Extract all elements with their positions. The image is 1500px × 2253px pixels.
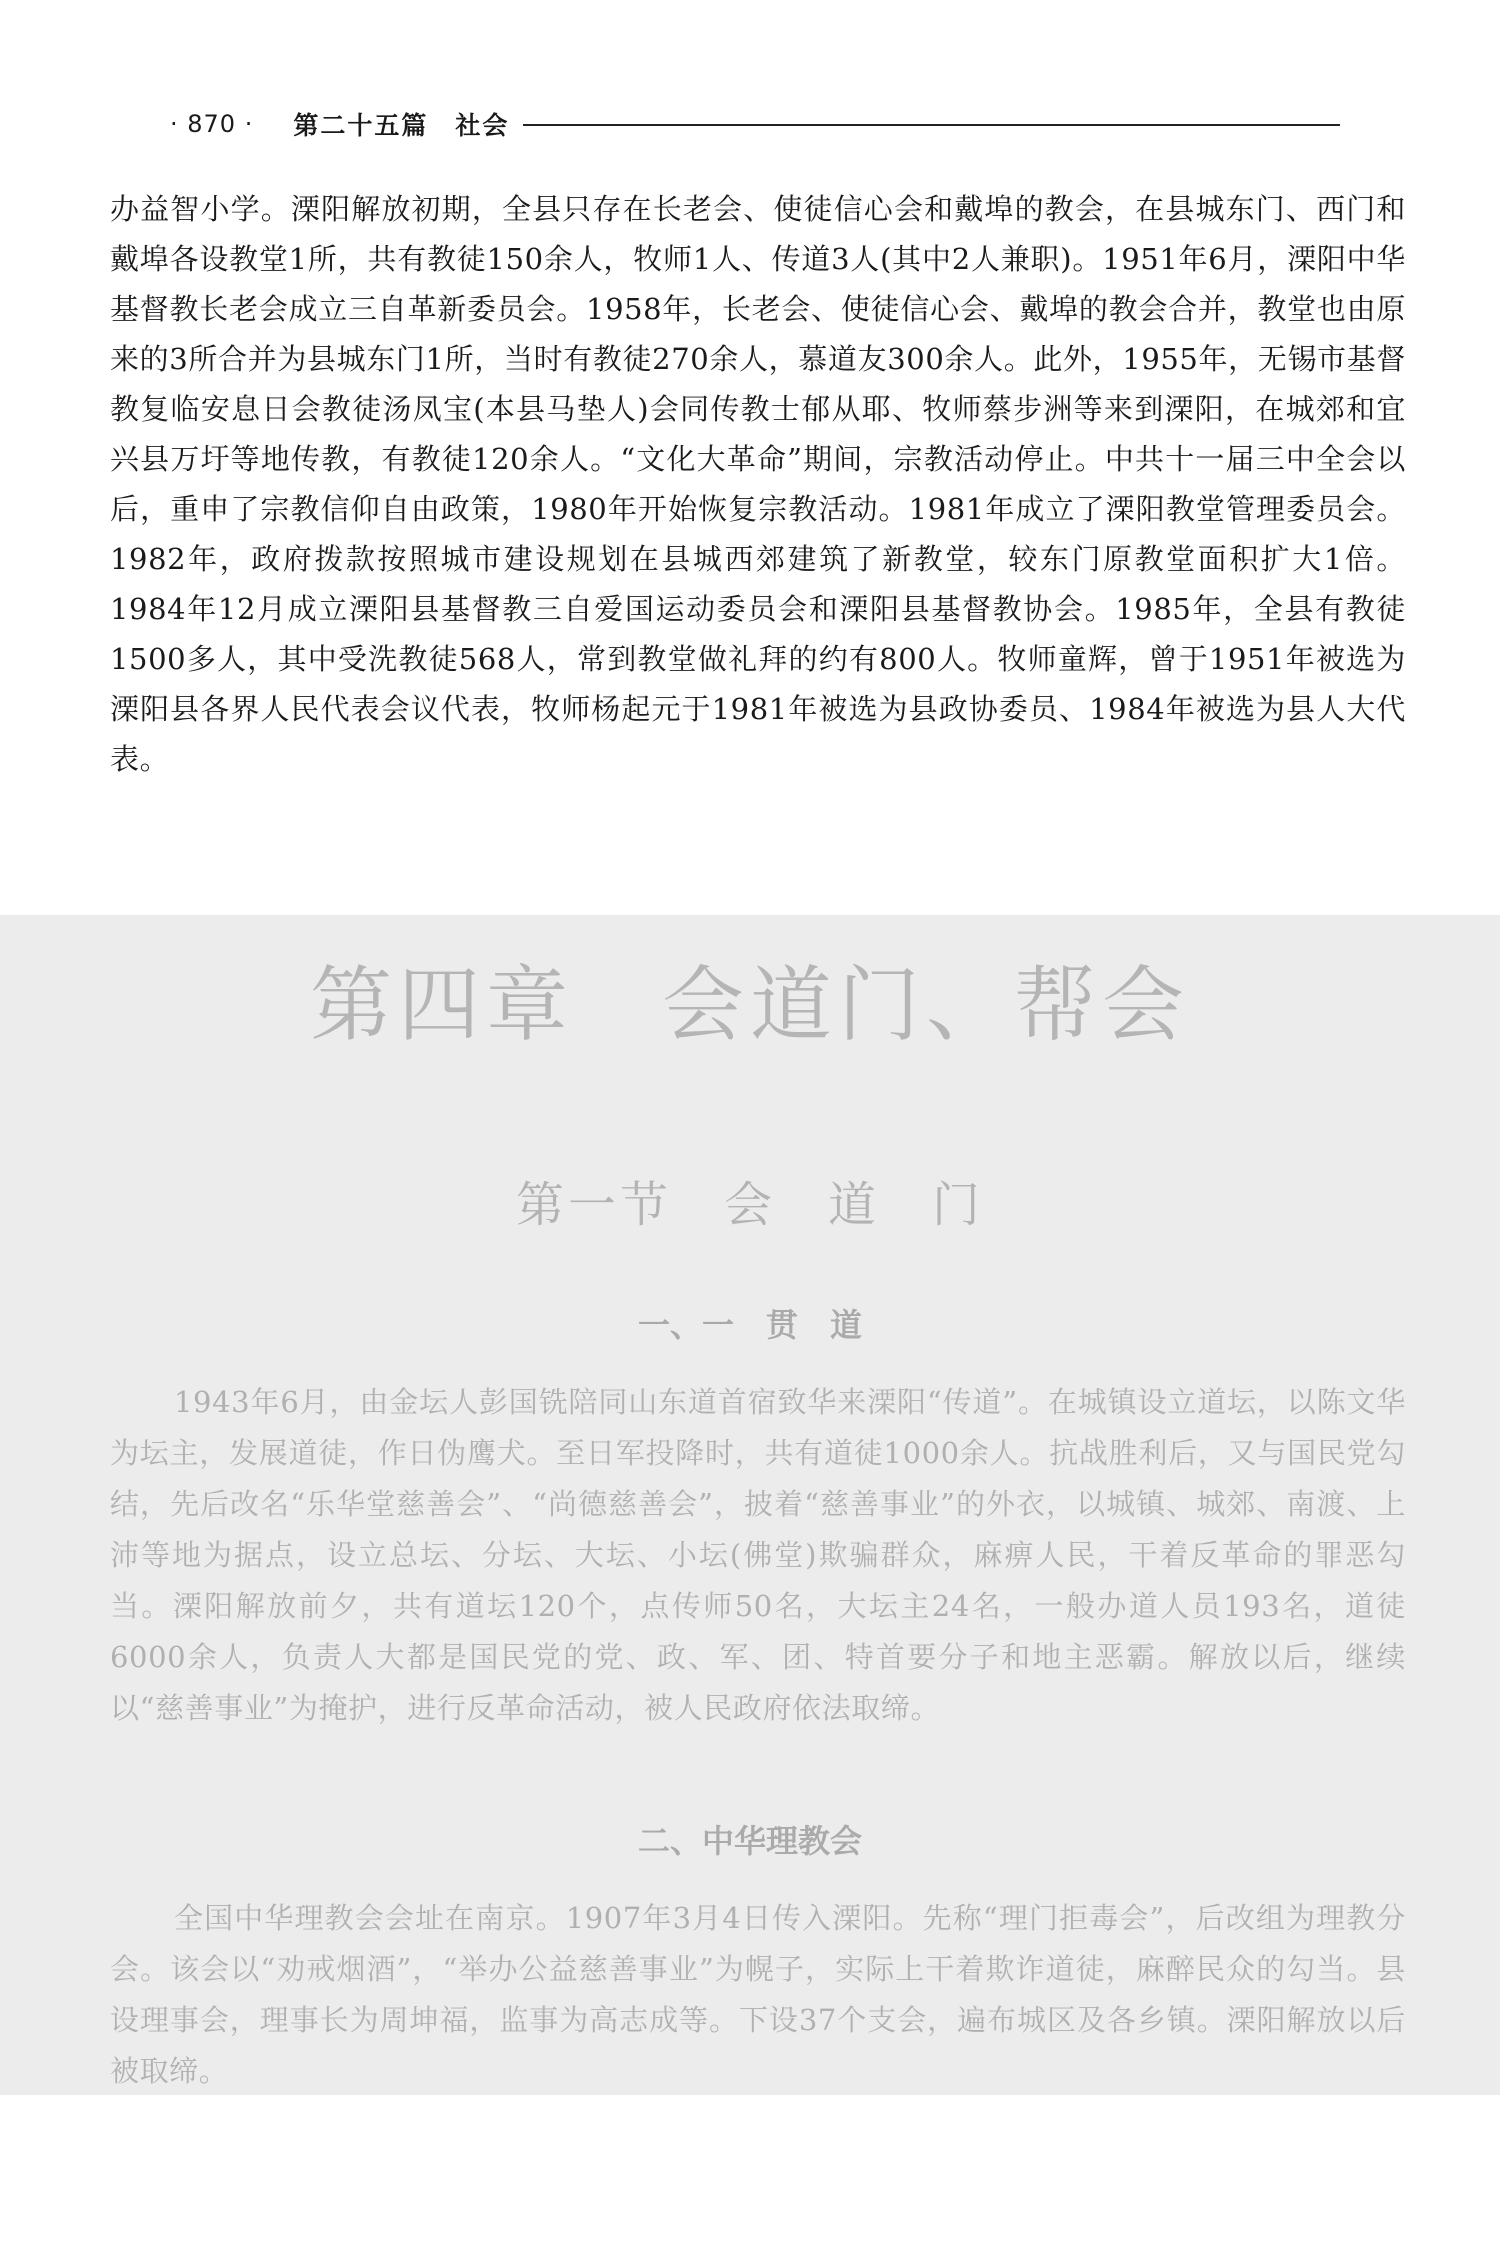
header-title: 第二十五篇 社会: [293, 111, 510, 140]
subsection-text-yiguandao: [110, 1377, 1406, 1734]
section-title: 第一节 会 道 门: [515, 1177, 984, 1233]
subsection-heading-lijiaohui: 二、中华理教会: [637, 1822, 862, 1860]
page-number: · 870 ·: [170, 110, 254, 138]
lijiaohui-paragraph: 全国中华理教会会址在南京。1907年3月4日传入溧阳。先称“理门拒毒会”，后改组为理教分会。该会以“劝戒烟酒”，“举办公益慈善事业”为幌子，实际上干着欺诈道徒，麻醉民众的勾当。县设理事会，理事长为周坤福，监事为高志成等。下设37个支会，遍布城区及各乡镇。溧阳解放以后被取缔。: [110, 1901, 1406, 2088]
running-header: [170, 104, 1340, 144]
yiguandao-paragraph: 1943年6月，由金坛人彭国铣陪同山东道首宿致华来溧阳“传道”。在城镇设立道坛，以陈文华为坛主，发展道徒，作日伪鹰犬。至日军投降时，共有道徒1000余人。抗战胜利后，又与国民党勾结，先后改名“乐华堂慈善会”、“尚德慈善会”，披着“慈善事业”的外衣，以城镇、城郊、南渡、上沛等地为据点，设立总坛、分坛、大坛、小坛(佛堂)欺骗群众，麻痹人民，干着反革命的罪恶勾当。溧阳解放前夕，共有道坛120个，点传师50名，大坛主24名，一般办道人员193名，道徒6000余人，负责人大都是国民党的党、政、军、团、特首要分子和地主恶霸。解放以后，继续以“慈善事业”为掩护，进行反革命活动，被人民政府依法取缔。: [110, 1385, 1406, 1725]
subsection-heading-yiguandao: 一、一 贯 道: [637, 1306, 862, 1344]
subsection-text-lijiaohui: [110, 1893, 1406, 2097]
header-rule: [523, 124, 1340, 126]
intro-paragraph: 办益智小学。溧阳解放初期，全县只存在长老会、使徒信心会和戴埠的教会，在县城东门、西门和戴埠各设教堂1所，共有教徒150余人，牧师1人、传道3人(其中2人兼职)。1951年6月，溧阳中华基督教长老会成立三自革新委员会。1958年，长老会、使徒信心会、戴埠的教会合并，教堂也由原来的3所合并为县城东门1所，当时有教徒270余人，慕道友300余人。此外，1955年，无锡市基督教复临安息日会教徒汤凤宝(本县马垫人)会同传教士郁从耶、牧师蔡步洲等来到溧阳，在城郊和宜兴县万圩等地传教，有教徒120余人。“文化大革命”期间，宗教活动停止。中共十一届三中全会以后，重申了宗教信仰自由政策，1980年开始恢复宗教活动。1981年成立了溧阳教堂管理委员会。1982年，政府拨款按照城市建设规划在县城西郊建筑了新教堂，较东门原教堂面积扩大1倍。1984年12月成立溧阳县基督教三自爱国运动委员会和溧阳县基督教协会。1985年，全县有教徒1500多人，其中受洗教徒568人，常到教堂做礼拜的约有800人。牧师童辉，曾于1951年被选为溧阳县各界人民代表会议代表，牧师杨起元于1981年被选为县政协委员、1984年被选为县人大代表。: [110, 192, 1406, 776]
intro-text-block: [110, 184, 1406, 784]
chapter-title: 第四章 会道门、帮会: [309, 958, 1190, 1053]
